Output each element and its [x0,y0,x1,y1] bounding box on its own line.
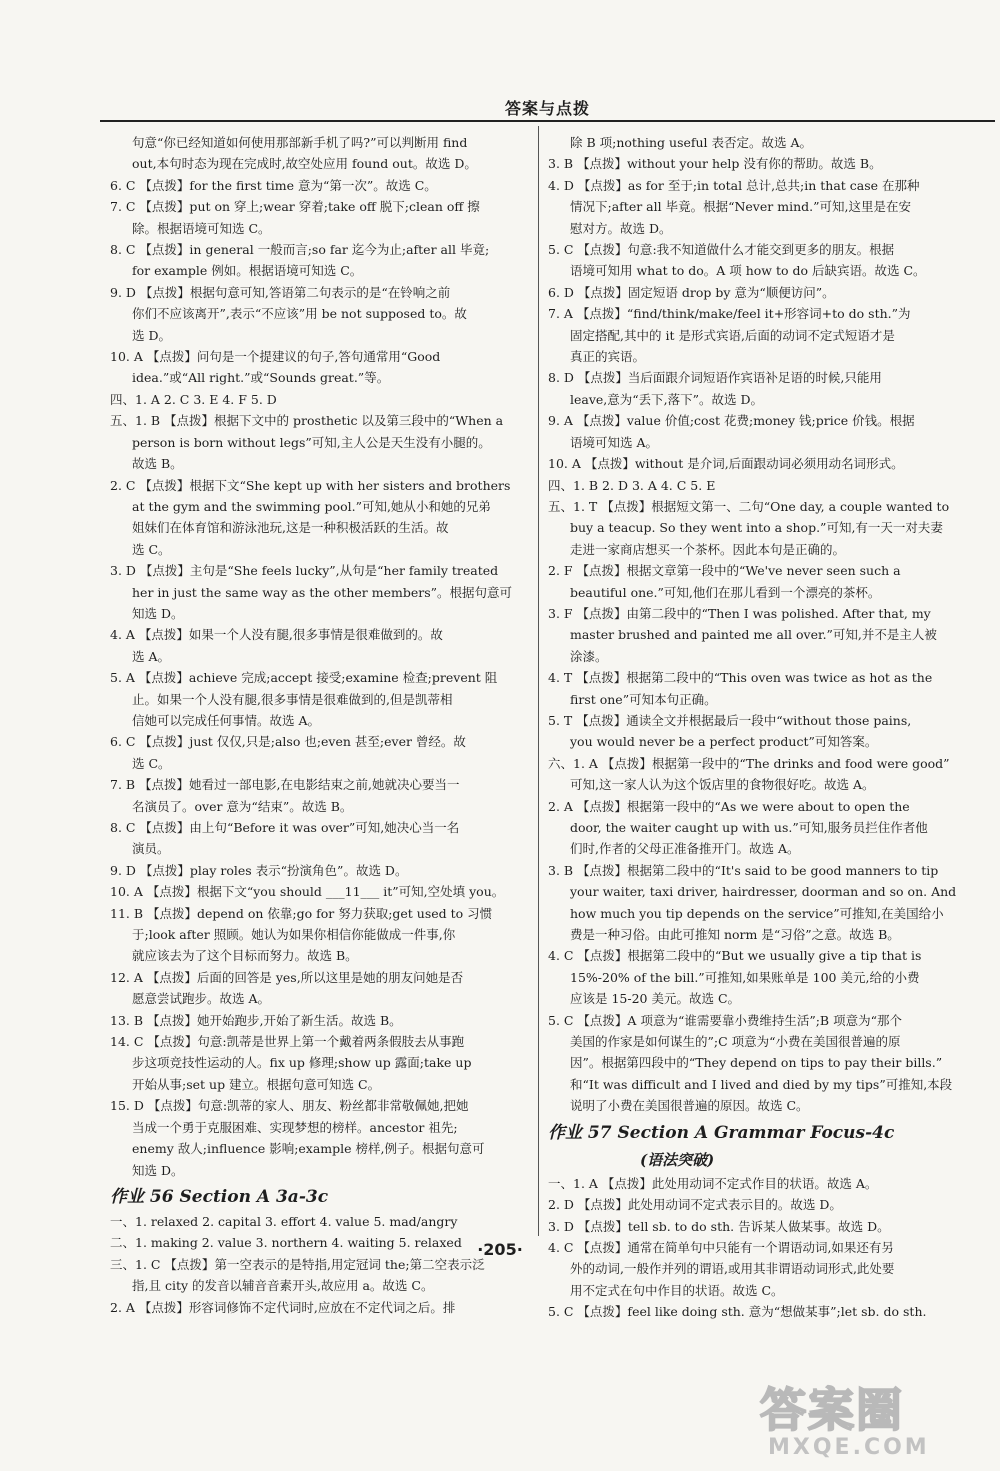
answer-line: master brushed and painted me all over.”可知,并不是主人被 [570,627,937,643]
answer-line: 3. D 【点拨】tell sb. to do sth. 告诉某人做某事。故选 D。 [548,1218,890,1234]
section-heading: 作业 56 Section A 3a-3c [110,1186,329,1207]
answer-line: 10. A 【点拨】根据下文“you should ___11___ it”可知,空处填 you。 [110,884,505,900]
page-number: ·205· [477,1240,523,1259]
answer-line: enemy 敌人;influence 影响;example 榜样,例子。根据句意可 [132,1141,485,1157]
answer-line: 演员。 [132,841,170,857]
answer-line: 3. B 【点拨】根据第二段中的“It's said to be good manners to tip [548,862,939,878]
answer-line: 和“It was difficult and I lived and died by my tips”可推知,本段 [570,1076,953,1092]
answer-line: 9. A 【点拨】value 价值;cost 花费;money 钱;price 价钱。根据 [548,413,915,429]
answer-line: 止。如果一个人没有腿,很多事情是很难做到的,但是凯蒂相 [132,691,453,707]
answer-line: 应该是 15-20 美元。故选 C。 [570,991,741,1007]
answer-line: 知选 D。 [132,1162,184,1178]
answer-line: 美国的作家是如何谋生的”;C 项意为“小费在美国很普遍的原 [570,1034,901,1050]
answer-line: 情况下;after all 毕竟。根据“Never mind.”可知,这里是在安 [570,199,911,215]
answer-line: 固定搭配,其中的 it 是形式宾语,后面的动词不定式短语才是 [570,327,895,343]
answer-line: 2. A 【点拨】根据第一段中的“As we were about to open the [548,798,910,814]
answer-line: 费是一种习俗。由此可推知 norm 是“习俗”之意。故选 B。 [570,927,900,943]
answer-line: 13. B 【点拨】她开始跑步,开始了新生活。故选 B。 [110,1012,402,1028]
answer-line: 6. D 【点拨】固定短语 drop by 意为“顺便访问”。 [548,284,835,300]
answer-line: 涂漆。 [570,648,608,664]
answer-line: 们时,作者的父母正准备推开门。故选 A。 [570,841,800,857]
answer-line: 10. A 【点拨】without 是介词,后面跟动词必须用动名词形式。 [548,456,904,472]
answer-line: 选 D。 [132,327,171,343]
answer-line: 4. C 【点拨】通常在简单句中只能有一个谓语动词,如果还有另 [548,1239,894,1255]
answer-line: door, the waiter caught up with us.”可知,服务员拦住作者他 [570,820,928,835]
answer-line: 当成一个勇于克服困难、实现梦想的榜样。ancestor 祖先; [132,1119,458,1135]
column-divider [538,126,539,1236]
answer-line: 用不定式在句中作目的状语。故选 C。 [570,1282,784,1298]
answer-line: 5. T 【点拨】通读全文并根据最后一段中“without those pains, [548,712,912,728]
answer-line: 外的动词,一般作并列的谓语,或用其非谓语动词形式,此处要 [570,1261,895,1277]
answer-line: 可知,这一家人认为这个饭店里的食物很好吃。故选 A。 [570,777,875,793]
answer-line: person is born without legs”可知,主人公是天生没有小腿的。 [132,434,491,450]
answer-line: 一、1. A 【点拨】此处用动词不定式作目的状语。故选 A。 [548,1175,878,1191]
answer-line: 三、1. C 【点拨】第一空表示的是特指,用定冠词 the;第二空表示泛 [110,1256,485,1272]
answer-line: 14. C 【点拨】句意:凯蒂是世界上第一个戴着两条假肢去从事跑 [110,1034,465,1050]
answer-line: 2. C 【点拨】根据下文“She kept up with her sisters and brothers [110,477,511,493]
answer-line: 说明了小费在美国很普遍的原因。故选 C。 [570,1098,809,1114]
watermark-bottom-text: MXQE.COM [768,1435,930,1460]
answer-line: 步这项竞技性运动的人。fix up 修理;show up 露面;take up [132,1055,472,1071]
answer-line: 句意“你已经知道如何使用那部新手机了吗?”可以判断用 find [132,135,468,150]
left-column [110,132,535,1318]
answer-line: 四、1. B 2. D 3. A 4. C 5. E [548,477,716,493]
answer-line: beautiful one.”可知,他们在那儿看到一个漂亮的茶杯。 [570,584,881,600]
answer-line: 4. T 【点拨】根据第二段中的“This oven was twice as hot as the [548,670,933,686]
answer-line: 名演员了。over 意为“结束”。故选 B。 [132,798,353,814]
answer-line: her in just the same way as the other members”。根据句意可 [132,584,512,600]
answer-line: 5. C 【点拨】句意:我不知道做什么才能交到更多的朋友。根据 [548,242,895,258]
answer-line: 2. F 【点拨】根据文章第一段中的“We've never seen such a [548,563,901,579]
answer-line: 4. C 【点拨】根据第二段中的“But we usually give a tip that is [548,948,922,964]
answer-line: 9. D 【点拨】根据句意可知,答语第二句表示的是“在铃响之前 [110,284,451,300]
answer-line: 15. D 【点拨】句意:凯蒂的家人、朋友、粉丝都非常敬佩她,把她 [110,1098,469,1114]
answer-line: 于;look after 照顾。她认为如果你相信你能做成一件事,你 [132,927,456,943]
answer-line: at the gym and the swimming pool.”可知,她从小和她的兄弟 [132,498,491,514]
answer-line: 姐妹们在体育馆和游泳池玩,这是一种积极活跃的生活。故 [132,520,449,536]
answer-line: 4. D 【点拨】as for 至于;in total 总计,总共;in that case 在那种 [548,177,920,193]
answer-line: 你们不应该离开”,表示“不应该”用 be not supposed to。故 [132,306,467,322]
answer-line: first one”可知本句正确。 [570,691,717,707]
answer-line: 5. C 【点拨】A 项意为“谁需要靠小费维持生活”;B 项意为“那个 [548,1012,902,1028]
answer-line: 12. A 【点拨】后面的回答是 yes,所以这里是她的朋友问她是否 [110,969,464,985]
section-heading: 作业 57 Section A Grammar Focus-4c [548,1122,895,1143]
answer-line: buy a teacup. So they went into a shop.”可知,有一天一对夫妻 [570,520,943,536]
section-subheading: (语法突破) [640,1150,715,1169]
answer-line: your waiter, taxi driver, hairdresser, doorman and so on. And [570,884,957,900]
answer-line: 8. D 【点拨】当后面跟介词短语作宾语补足语的时候,只能用 [548,370,882,386]
right-column [548,132,973,1323]
answer-line: 11. B 【点拨】depend on 依靠;go for 努力获取;get used to 习惯 [110,905,493,921]
answer-line: 除。根据语境可知选 C。 [132,220,271,236]
page-header-title: 答案与点拨 [504,99,590,118]
answer-line: 五、1. T 【点拨】根据短文第一、二句“One day, a couple wanted to [548,498,950,514]
answer-line: 5. C 【点拨】feel like doing sth. 意为“想做某事”;let sb. do sth. [548,1304,927,1320]
answer-line: 就应该去为了这个目标而努力。故选 B。 [132,948,358,964]
answer-line: 四、1. A 2. C 3. E 4. F 5. D [110,391,277,407]
answer-line: 9. D 【点拨】play roles 表示“扮演角色”。故选 D。 [110,862,408,878]
answer-line: 一、1. relaxed 2. capital 3. effort 4. value 5. mad/angry [110,1213,458,1229]
answer-line: 2. D 【点拨】此处用动词不定式表示目的。故选 D。 [548,1197,842,1213]
answer-line: how much you tip depends on the service”可推知,在美国给小 [570,905,944,921]
answer-line: 7. B 【点拨】她看过一部电影,在电影结束之前,她就决心要当一 [110,777,460,793]
answer-line: 7. A 【点拨】“find/think/make/feel it+形容词+to do sth.”为 [548,306,911,322]
answer-line: 除 B 项;nothing useful 表否定。故选 A。 [570,135,813,150]
answer-line: 2. A 【点拨】形容词修饰不定代词时,应放在不定代词之后。排 [110,1299,456,1315]
answer-line: for example 例如。根据语境可知选 C。 [132,263,363,279]
answer-line: 选 C。 [132,541,171,557]
answer-line: 知选 D。 [132,605,184,621]
answer-line: 3. B 【点拨】without your help 没有你的帮助。故选 B。 [548,156,882,172]
answer-line: 开始从事;set up 建立。根据句意可知选 C。 [132,1076,381,1092]
answer-line: 信她可以完成任何事情。故选 A。 [132,712,321,728]
answer-line: 3. D 【点拨】主句是“She feels lucky”,从句是“her family treated [110,563,499,579]
answer-line: 语境可知用 what to do。A 项 how to do 后缺宾语。故选 C。 [570,263,926,279]
answer-line: 六、1. A 【点拨】根据第一段中的“The drinks and food were good” [548,755,950,771]
answer-line: 8. C 【点拨】由上句“Before it was over”可知,她决心当一名 [110,820,460,835]
answer-line: 慰对方。故选 D。 [570,220,672,236]
answer-line: 语境可知选 A。 [570,434,659,450]
watermark-logo [760,1385,985,1465]
watermark-top-text: 答案圈 [760,1383,904,1437]
answer-line: 故选 B。 [132,456,183,472]
answer-line: 选 A。 [132,648,171,664]
answer-line: 3. F 【点拨】由第二段中的“Then I was polished. After that, my [548,605,931,621]
answer-line: 指,且 city 的发音以辅音音素开头,故应用 a。故选 C。 [132,1278,434,1294]
answer-line: 6. C 【点拨】for the first time 意为“第一次”。故选 C。 [110,177,437,193]
answer-line: 10. A 【点拨】问句是一个提建议的句子,答句通常用“Good [110,349,441,365]
answer-line: 走进一家商店想买一个茶杯。因此本句是正确的。 [570,541,846,557]
answer-line: 愿意尝试跑步。故选 A。 [132,991,271,1007]
answer-line: 4. A 【点拨】如果一个人没有腿,很多事情是很难做到的。故 [110,627,443,643]
answer-line: you would never be a perfect product”可知答案。 [570,734,878,750]
answer-line: 因”。根据第四段中的“They depend on tips to pay their bills.” [570,1055,943,1071]
answer-line: 15%-20% of the bill.”可推知,如果账单是 100 美元,给的小费 [570,969,920,985]
answer-line: 6. C 【点拨】just 仅仅,只是;also 也;even 甚至;ever 曾经。故 [110,734,466,750]
answer-line: 7. C 【点拨】put on 穿上;wear 穿着;take off 脱下;clean off 擦 [110,199,480,215]
answer-line: 五、1. B 【点拨】根据下文中的 prosthetic 以及第三段中的“When a [110,413,504,429]
answer-line: 5. A 【点拨】achieve 完成;accept 接受;examine 检查;prevent 阻 [110,670,498,686]
answer-line: out,本句时态为现在完成时,故空处应用 found out。故选 D。 [132,156,477,172]
answer-line: 8. C 【点拨】in general 一般而言;so far 迄今为止;after all 毕竟; [110,242,490,258]
answer-line: leave,意为“丢下,落下”。故选 D。 [570,391,764,407]
answer-line: 选 C。 [132,755,171,771]
header-rule [100,120,995,122]
answer-line: 真正的宾语。 [570,349,646,365]
answer-line: 二、1. making 2. value 3. northern 4. waiting 5. relaxed [110,1235,462,1251]
answer-line: idea.”或“All right.”或“Sounds great.”等。 [132,370,390,386]
